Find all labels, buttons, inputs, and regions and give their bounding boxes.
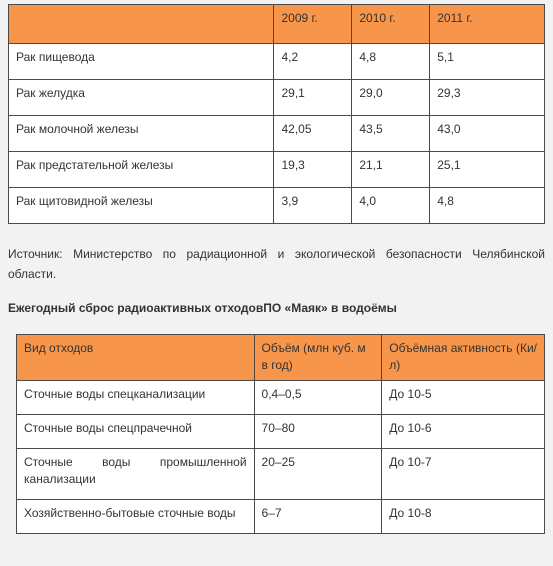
- row-label: Рак предстательной железы: [9, 152, 274, 188]
- table-row: [9, 80, 545, 116]
- cell-value: 4,0: [352, 188, 430, 224]
- cell-value: До 10-8: [382, 500, 545, 534]
- table-row: [9, 188, 545, 224]
- cell-value: До 10-7: [382, 449, 545, 500]
- row-label: Рак щитовидной железы: [9, 188, 274, 224]
- cell-value: 43,0: [430, 116, 545, 152]
- cell-value: До 10-6: [382, 415, 545, 449]
- cell-value: 3,9: [274, 188, 352, 224]
- table-row: [9, 152, 545, 188]
- cell-value: 4,8: [352, 44, 430, 80]
- header-cell-volume: Объём (млн куб. м в год): [254, 335, 382, 381]
- cell-value: 20–25: [254, 449, 382, 500]
- row-label: Хозяйственно-бытовые сточные воды: [17, 500, 255, 534]
- header-cell-2011: 2011 г.: [430, 5, 545, 44]
- source-note: Источник: Министерство по радиационной и экологической безопасности Челябинской области.: [8, 247, 545, 281]
- table-row: [9, 44, 545, 80]
- table-row: [17, 415, 545, 449]
- radioactive-waste-table: [16, 334, 545, 534]
- row-label: Рак молочной железы: [9, 116, 274, 152]
- header-cell-waste-type: Вид отходов: [17, 335, 255, 381]
- cell-value: 42,05: [274, 116, 352, 152]
- row-label: Сточные воды спецпрачечной: [17, 415, 255, 449]
- cell-value: 29,0: [352, 80, 430, 116]
- header-cell-empty: [9, 5, 274, 44]
- table-row: [17, 500, 545, 534]
- cell-value: 29,3: [430, 80, 545, 116]
- table-header-row: [17, 335, 545, 381]
- cell-value: 19,3: [274, 152, 352, 188]
- table-row: [17, 381, 545, 415]
- row-label: Сточные воды спецканализации: [17, 381, 255, 415]
- header-cell-2009: 2009 г.: [274, 5, 352, 44]
- cell-value: 21,1: [352, 152, 430, 188]
- cell-value: 4,8: [430, 188, 545, 224]
- cancer-incidence-table: [8, 4, 545, 224]
- cell-value: 70–80: [254, 415, 382, 449]
- row-label: Рак пищевода: [9, 44, 274, 80]
- section-subtitle: Ежегодный сброс радиоактивных отходовПО «Маяк» в водоёмы: [8, 301, 397, 315]
- cell-value: 25,1: [430, 152, 545, 188]
- table-row: [9, 116, 545, 152]
- cell-value: 29,1: [274, 80, 352, 116]
- cell-value: До 10-5: [382, 381, 545, 415]
- row-label: Рак желудка: [9, 80, 274, 116]
- cell-value: 6–7: [254, 500, 382, 534]
- header-cell-activity: Объёмная активность (Ки/л): [382, 335, 545, 381]
- row-label: Сточные воды промышленной канализации: [17, 449, 255, 500]
- cell-value: 4,2: [274, 44, 352, 80]
- table-row: [17, 449, 545, 500]
- header-cell-2010: 2010 г.: [352, 5, 430, 44]
- table-header-row: [9, 5, 545, 44]
- cell-value: 43,5: [352, 116, 430, 152]
- cell-value: 5,1: [430, 44, 545, 80]
- cell-value: 0,4–0,5: [254, 381, 382, 415]
